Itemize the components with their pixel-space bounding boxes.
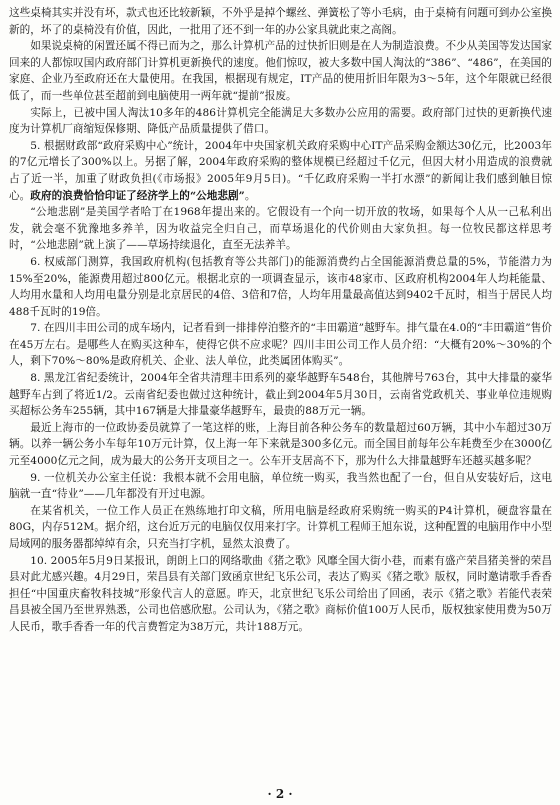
page-number: · 2 · [267, 787, 293, 801]
paragraph-computer-depreciation: 如果说桌椅的闲置还属不得已而为之，那么计算机产品的过快折旧则是在人为制造浪费。不少从美国等发达国家回来的人都惊叹国内政府部门计算机更新换代的速度。他们惊叹，被大多数中国人淘汰的“386”、“486”，在美国的家庭、企业乃至政府还在大量使用。在我国，根据现有规定，IT产品的使用折旧年限为3～5年，这个年限就已经很低了，而一些单位甚至超前到电脑使用一两年就“提前”报废。 [9, 40, 552, 102]
paragraph-item-6-energy: 6. 权威部门测算，我国政府机构(包括教育等公共部门)的能源消费约占全国能源消费总量的5%，节能潜力为15%至20%，能源费用超过800亿元。根据北京的一项调查显示，该市48家市、区政府机构2004年人均耗能量、人均用水量和人均用电量分别是北京居民的4倍、3倍和7倍，人均年用量最高值达到9402千瓦时，相当于居民人均488千瓦时的19倍。 [9, 255, 552, 318]
paragraph-item-9-office-director: 9. 一位机关办公室主任说：我根本就不会用电脑，单位统一购买，我当然也配了一台，但自从安装好后，这电脑就一直“待业”——几年都没有开过电源。 [9, 471, 552, 501]
paragraph-486-computers: 实际上，已被中国人淘汰10多年的486计算机完全能满足大多数办公应用的需要。政府部门过快的更新换代速度为计算机厂商缩短保修期、降低产品质量提供了借口。 [9, 106, 552, 136]
paragraph-office-furniture: 这些桌椅其实并没有坏，款式也还比较新颖，不外乎是掉个螺丝、弹簧松了等小毛病，由于桌椅有问题可到办公室换新的，坏了的桌椅没有价值，因此，一批用了还不到一年的办公家具就此束之高阁。 [9, 7, 552, 36]
paragraph-item-10-pig-song: 10. 2005年5月9日某报讯，朗朗上口的网络歌曲《猪之歌》风靡全国大街小巷，而素有盛产荣昌猪美誉的荣昌县对此尤感兴趣。4月29日，荣昌县有关部门致函京世纪飞乐公司，表达了购买《猪之歌》版权，同时邀请歌手香香担任“中国重庆畜牧科技城”形象代言人的意愿。昨天，北京世纪飞乐公司给出了回函，表示《猪之歌》若能代表荣昌县被全国乃至世界熟悉，公司也倍感欣慰。公司认为，《猪之歌》商标价值100万人民币，版权独家使用费为50万人民币，歌手香香一年的代言费暂定为38万元，共计188万元。 [9, 554, 552, 633]
item-5-suffix: 。 [244, 189, 256, 202]
item-5-bold-highlight: 政府的浪费恰恰印证了经济学上的“公地悲剧” [30, 189, 245, 202]
paragraph-typing-computer: 在某省机关，一位工作人员正在熟练地打印文稿，所用电脑是经政府采购统一购买的P4计算机，硬盘容量在80G，内存512M。据介绍，这台近万元的电脑仅仅用来打字。计算机工程师王旭东说，这种配置的电脑用作中小型局域网的服务器都绰绰有余，只充当打字机，显然太浪费了。 [9, 504, 552, 550]
paragraph-item-8-heilongjiang: 8. 黑龙江省纪委统计，2004年全省共清理丰田系列的豪华越野车548台，其他牌号763台，其中大排量的豪华越野车占到了将近1/2。云南省纪委也做过这种统计，截止到2004年5月30日，云南省党政机关、事业单位违规购买超标公务车255辆，其中167辆是大排量豪华越野车，最贵的88万元一辆。 [9, 372, 552, 418]
paragraph-item-7-toyota: 7. 在四川丰田公司的成车场内，记者看到一排排停泊整齐的“丰田霸道”越野车。排气量在4.0的“丰田霸道”售价在45万左右。是哪些人在购买这种车，使得它供不应求呢？四川丰田公司工作人员介绍：“大概有20%～30%的个人，剩下70%～80%是政府机关、企业、法人单位，此类属团体购买”。 [9, 322, 552, 368]
item-5-text: 5. 根据财政部“政府采购中心”统计，2004年中央国家机关政府采购中心IT产品采购金额达30亿元，比2003年的7亿元增长了300%以上。另据了解，2004年政府采购的整体规模已经超过千亿元，但因大材小用造成的浪费就占了近一半，加重了财政负担(《市场报》2005年9月5日)。“千亿政府采购一半打水漂”的新闻让我们感到触目惊心。 [9, 139, 552, 202]
paragraph-shanghai-official-cars: 最近上海市的一位政协委员就算了一笔这样的账，上海目前各种公务车的数量超过60万辆，其中小车超过30万辆。以养一辆公务小车每年10万元计算，仅上海一年下来就是300多亿元。而全国目前每年公车耗费至少在3000亿元至4000亿元之间，成为最大的公务开支项目之一。公车开支居高不下，那为什么大排量越野车还越买越多呢？ [9, 421, 552, 468]
paragraph-tragedy-of-commons: “公地悲剧”是美国学者哈丁在1968年提出来的。它假设有一个向一切开放的牧场，如果每个人从一己私利出发，就会毫不犹豫地多养羊，因为收益完全归自己，而草场退化的代价则由大家负担。每一位牧民都这样思考时，“公地悲剧”就上演了——草场持续退化，直至无法养羊。 [9, 206, 552, 252]
paragraph-item-5-procurement [9, 138, 552, 204]
